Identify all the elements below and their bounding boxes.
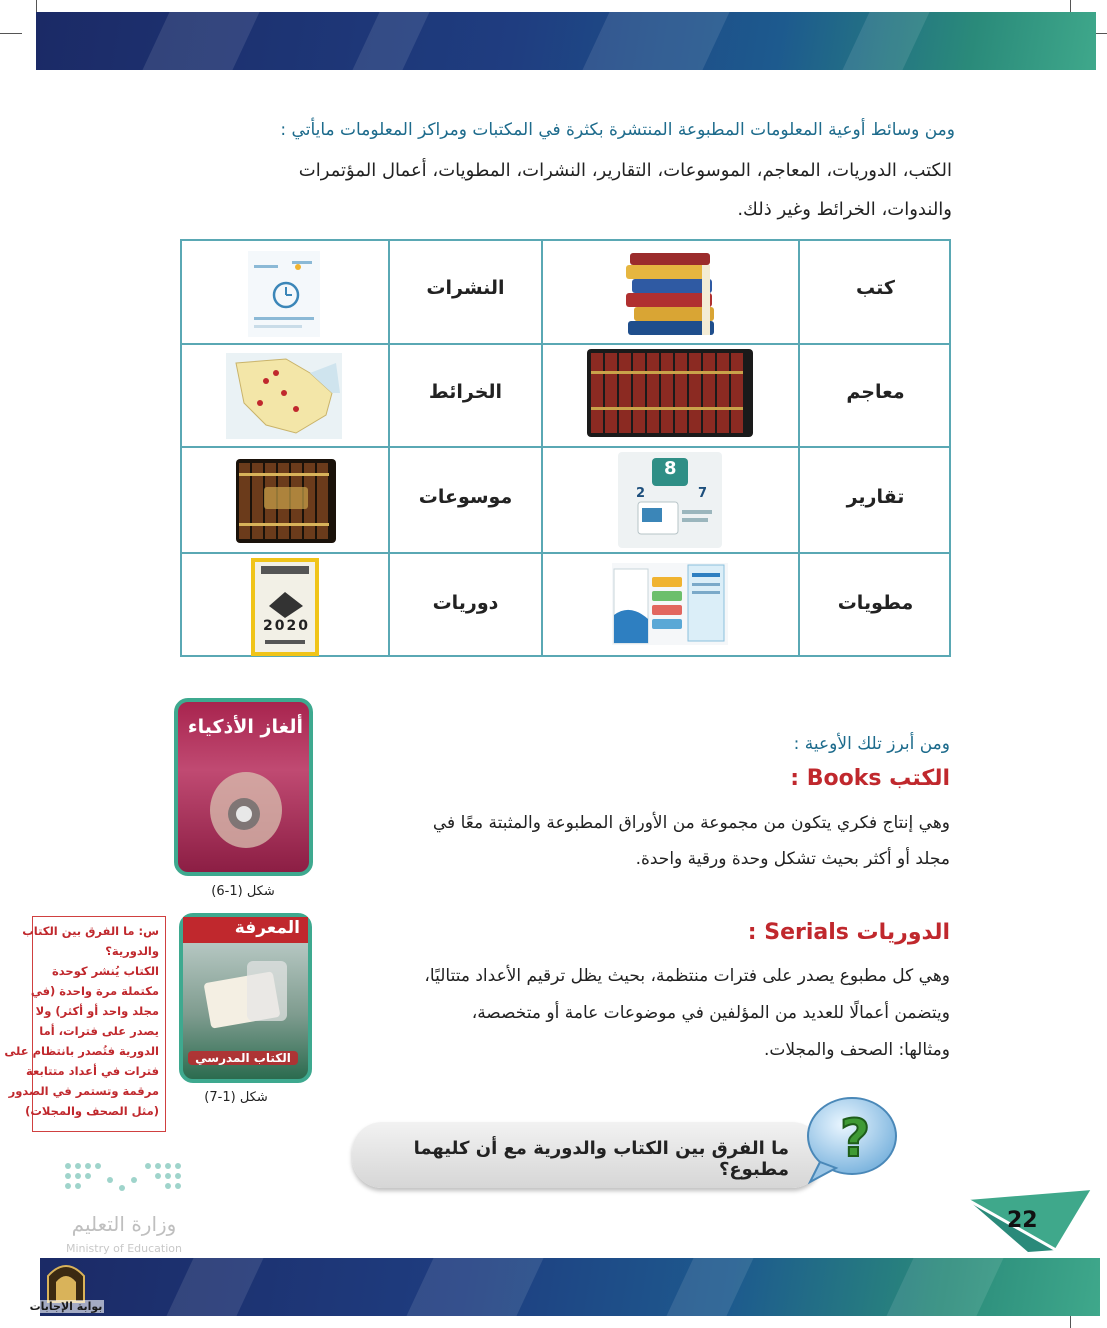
intro-line-2: والندوات، الخرائط وغير ذلك. xyxy=(737,199,952,220)
ministry-name-english: Ministry of Education xyxy=(65,1242,182,1255)
brochures-image xyxy=(612,563,728,645)
page-number: 22 xyxy=(1007,1208,1038,1233)
serials-text-line-1: وهي كل مطبوع يصدر على فترات منتظمة، بحيث يظل ترقيم الأعداد متتاليًا، xyxy=(424,966,950,986)
ministry-name-arabic: وزارة التعليم xyxy=(71,1212,177,1236)
report-number-2: 2 xyxy=(636,486,646,501)
intro-title: ومن وسائط أوعية المعلومات المطبوعة المنتشرة بكثرة في المكتبات ومراكز المعلومات مايأتي : xyxy=(280,120,955,140)
note-line: فترات في أعداد متتابعة xyxy=(26,1064,159,1078)
figure-1-title: ألغاز الأذكياء xyxy=(187,716,303,738)
table-label-encyclopedias: موسوعات xyxy=(418,486,513,508)
note-line: الدورية فتُصدر بانتظام على xyxy=(4,1044,159,1058)
note-line: والدورية؟ xyxy=(105,944,159,958)
figure-2-subtitle: الكتاب المدرسي xyxy=(188,1051,298,1065)
books-heading: الكتب Books : xyxy=(790,766,950,791)
table-label-books: كتب xyxy=(856,277,895,299)
serials-text-line-2: ويتضمن أعمالًا للعديد من المؤلفين في موضوعات عامة أو متخصصة، xyxy=(471,1003,950,1023)
bulletin-image xyxy=(248,251,320,337)
figure-2-title: المعرفة xyxy=(234,918,300,938)
report-number-8: 8 xyxy=(664,458,677,479)
table-label-maps: الخرائط xyxy=(428,381,503,403)
serials-text-line-3: ومثالها: الصحف والمجلات. xyxy=(763,1040,950,1060)
table-label-periodicals: دوريات xyxy=(432,592,499,614)
figure-1-book-cover xyxy=(174,698,313,876)
header-band xyxy=(36,12,1096,70)
note-line: الكتاب يُنشر كوحدة xyxy=(51,964,159,978)
dictionaries-image xyxy=(587,349,753,437)
footer-band xyxy=(40,1258,1100,1316)
svg-text:?: ? xyxy=(840,1109,871,1169)
answer-note-box xyxy=(4,916,166,1132)
report-number-7: 7 xyxy=(698,486,708,501)
note-line: مجلد واحد أو أكثر) ولا xyxy=(35,1004,159,1018)
media-types-table xyxy=(180,239,951,657)
watermark-text: بوابة الإجابات xyxy=(29,1300,103,1313)
note-line: يصدر على فترات، أما xyxy=(39,1024,159,1038)
table-label-dictionaries: معاجم xyxy=(846,381,905,403)
question-bubble-icon xyxy=(800,1094,900,1184)
periodical-magazine-image xyxy=(252,559,316,653)
intro-line-1: الكتب، الدوريات، المعاجم، الموسوعات، التقارير، النشرات، المطويات، أعمال المؤتمرات xyxy=(298,160,952,181)
crop-mark xyxy=(36,0,37,12)
magazine-year: 2020 xyxy=(263,618,310,634)
table-label-reports: تقارير xyxy=(846,486,905,508)
figure-1-caption: شكل (1-6) xyxy=(211,884,275,899)
encyclopedias-image xyxy=(236,459,336,543)
books-stack-image xyxy=(622,249,722,337)
crop-mark xyxy=(0,33,22,34)
serials-heading: الدوريات Serials : xyxy=(747,920,950,945)
figure-2-magazine-cover xyxy=(179,913,312,1083)
books-text-line-1: وهي إنتاج فكري يتكون من مجموعة من الأوراق المطبوعة والمثبتة معًا في xyxy=(432,813,950,833)
section-intro: ومن أبرز تلك الأوعية : xyxy=(793,734,950,754)
note-line: مكتملة مرة واحدة (في xyxy=(30,984,159,998)
note-line: مرقمة وتستمر في الصدور xyxy=(8,1084,159,1098)
watermark-logo-icon xyxy=(44,1256,88,1304)
question-text: ما الفرق بين الكتاب والدورية مع أن كليهما مطبوع؟ xyxy=(413,1138,789,1180)
ministry-logo-icon xyxy=(60,1158,190,1198)
note-line: (مثل الصحف والمجلات) xyxy=(25,1104,159,1118)
figure-2-caption: شكل (1-7) xyxy=(204,1090,268,1105)
books-text-line-2: مجلد أو أكثر بحيث تشكل وحدة ورقية واحدة. xyxy=(635,849,950,869)
table-label-brochures: مطويات xyxy=(837,592,914,614)
note-line: س: ما الفرق بين الكتاب xyxy=(22,924,159,938)
table-label-bulletins: النشرات xyxy=(426,277,505,299)
report-image xyxy=(618,452,722,548)
map-image xyxy=(226,353,342,439)
